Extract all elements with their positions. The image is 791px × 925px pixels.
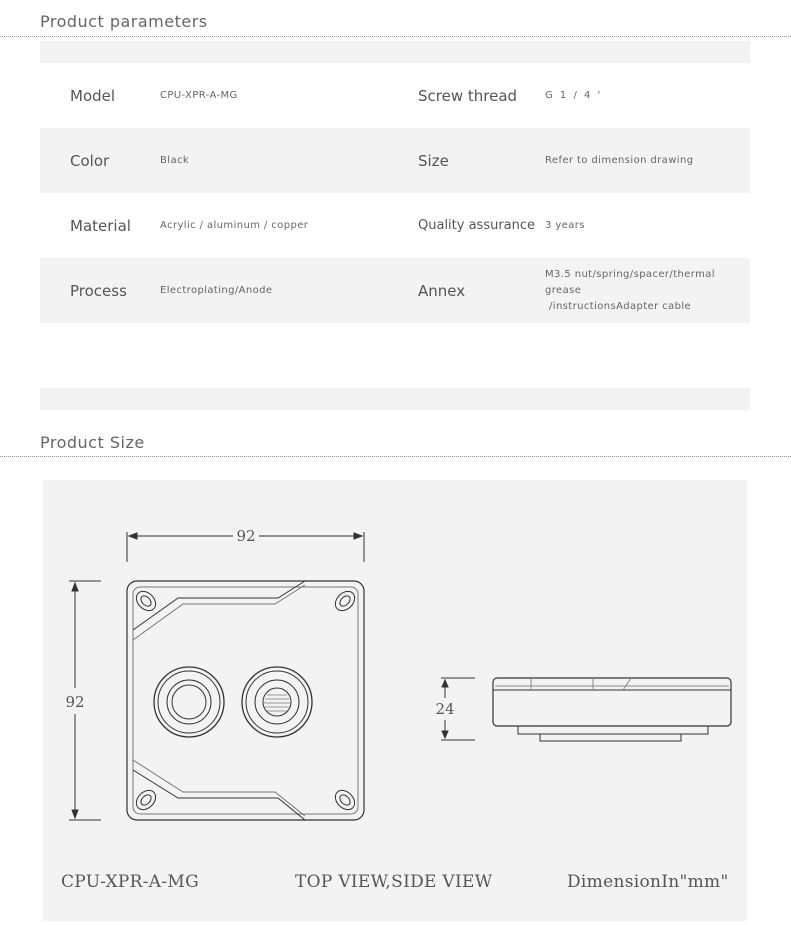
caption-unit: DimensionIn"mm" (567, 872, 729, 892)
table-row (40, 63, 750, 128)
table-row (40, 258, 750, 323)
param-label: Screw thread (418, 86, 518, 105)
dim-side-height-label: 24 (435, 700, 455, 718)
port-threaded (242, 667, 312, 737)
param-label: Material (70, 216, 131, 235)
dim-arrow (72, 810, 78, 818)
params-table (40, 41, 750, 410)
block-chamfer (133, 760, 305, 816)
mount-slot (332, 588, 359, 615)
dim-arrow (354, 533, 362, 539)
param-value: Refer to dimension drawing (545, 154, 694, 166)
param-value: 3 years (545, 219, 585, 231)
dim-width-label: 92 (236, 527, 256, 545)
block-outline (127, 581, 364, 820)
dimension-drawing-panel (43, 480, 747, 921)
param-value: Acrylic / aluminum / copper (160, 220, 309, 231)
param-label: Color (70, 151, 110, 170)
port-plug (154, 667, 224, 737)
dim-height-label: 92 (65, 693, 85, 711)
block-chamfer (133, 581, 305, 630)
param-label: Model (70, 86, 116, 105)
param-value: Electroplating/Anode (160, 285, 273, 296)
param-label: Process (70, 281, 127, 300)
table-top-strip (40, 41, 750, 63)
table-empty-row (40, 323, 750, 388)
size-divider (0, 456, 791, 457)
table-row (40, 128, 750, 193)
table-row (40, 193, 750, 258)
caption-model: CPU-XPR-A-MG (61, 872, 200, 892)
dim-arrow (129, 533, 137, 539)
side-view (493, 678, 731, 741)
mount-slot (133, 787, 160, 814)
param-label: Quality assurance (418, 218, 536, 233)
dimension-drawing (43, 480, 747, 921)
param-value: Black (160, 155, 190, 166)
block-chamfer (133, 585, 305, 640)
param-value: G 1 / 4 ' (545, 89, 603, 101)
dim-arrow (442, 680, 448, 687)
param-label: Annex (418, 281, 466, 300)
size-section-title: Product Size (40, 433, 145, 452)
param-value: CPU-XPR-A-MG (160, 90, 238, 101)
param-value: M3.5 nut/spring/spacer/thermal grease (545, 268, 715, 296)
params-divider (0, 36, 791, 37)
table-bottom-strip (40, 388, 750, 410)
param-value: /instructionsAdapter cable (549, 300, 692, 312)
param-label: Size (418, 151, 449, 170)
dim-arrow (72, 583, 78, 591)
params-section-title: Product parameters (40, 12, 208, 31)
mount-slot (332, 787, 359, 814)
caption-view: TOP VIEW,SIDE VIEW (295, 872, 493, 892)
mount-slot (133, 588, 160, 615)
dim-arrow (442, 731, 448, 738)
